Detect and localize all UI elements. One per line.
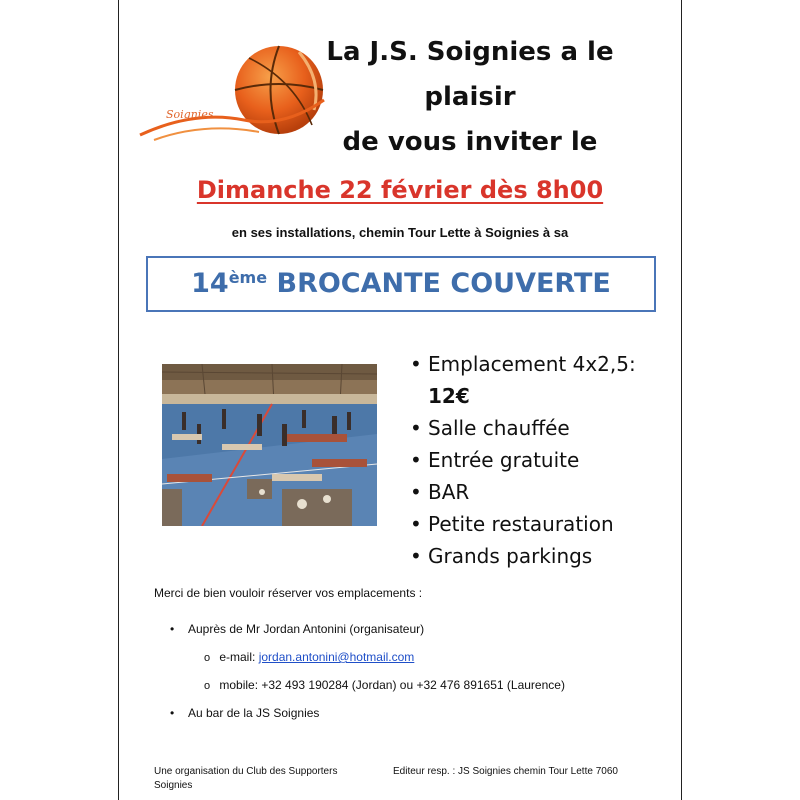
bar-text: Au bar de la JS Soignies (188, 706, 320, 720)
event-number: 14 (191, 268, 229, 299)
feature-food: • Petite restauration (410, 508, 670, 540)
headline-line-2: de vous inviter le (342, 127, 598, 157)
event-title: BROCANTE COUVERTE (276, 268, 611, 299)
mobile-text: mobile: +32 493 190284 (Jordan) ou +32 476 891651 (Laurence) (219, 678, 565, 692)
feature-heated-hall: • Salle chauffée (410, 412, 670, 444)
feature-emplacement: • Emplacement 4x2,5: (410, 348, 670, 380)
headline-line-1: La J.S. Soignies a le plaisir (326, 37, 614, 112)
event-title-box (146, 256, 656, 312)
email-item (204, 650, 414, 664)
feature-price: 12€ (428, 384, 470, 408)
contact-text: Auprès de Mr Jordan Antonini (organisateur) (188, 622, 425, 636)
footer-organisation (154, 765, 337, 793)
contact-item (170, 622, 424, 636)
footer-left-line-2: Soignies (154, 780, 193, 791)
page-edge-left (118, 0, 119, 800)
logo-text: Soignies (166, 108, 214, 121)
headline (280, 30, 660, 165)
mobile-item (204, 678, 565, 692)
event-date: Dimanche 22 février dès 8h00 (196, 176, 604, 204)
page-edge-right (681, 0, 682, 800)
brocante-hall-photo (162, 364, 377, 526)
circle-bullet-icon: o (204, 680, 211, 692)
event-location: en ses installations, chemin Tour Lette à Soignies à sa (231, 225, 569, 240)
email-label: e-mail: (219, 650, 256, 664)
features-list (410, 348, 670, 572)
footer-publisher: Editeur resp. : JS Soignies chemin Tour Lette 7060 (393, 766, 618, 777)
circle-bullet-icon: o (204, 652, 211, 664)
event-number-suffix: ème (228, 268, 268, 287)
feature-parking: • Grands parkings (410, 540, 670, 572)
feature-bar: • BAR (410, 476, 670, 508)
email-link[interactable]: jordan.antonini@hotmail.com (258, 650, 415, 664)
bar-item (170, 706, 319, 720)
bullet-icon: • (170, 622, 175, 636)
footer-left-line-1: Une organisation du Club des Supporters (154, 766, 338, 777)
reservation-intro: Merci de bien vouloir réserver vos emplacements : (154, 586, 423, 600)
bullet-icon: • (170, 706, 175, 720)
feature-free-entry: • Entrée gratuite (410, 444, 670, 476)
